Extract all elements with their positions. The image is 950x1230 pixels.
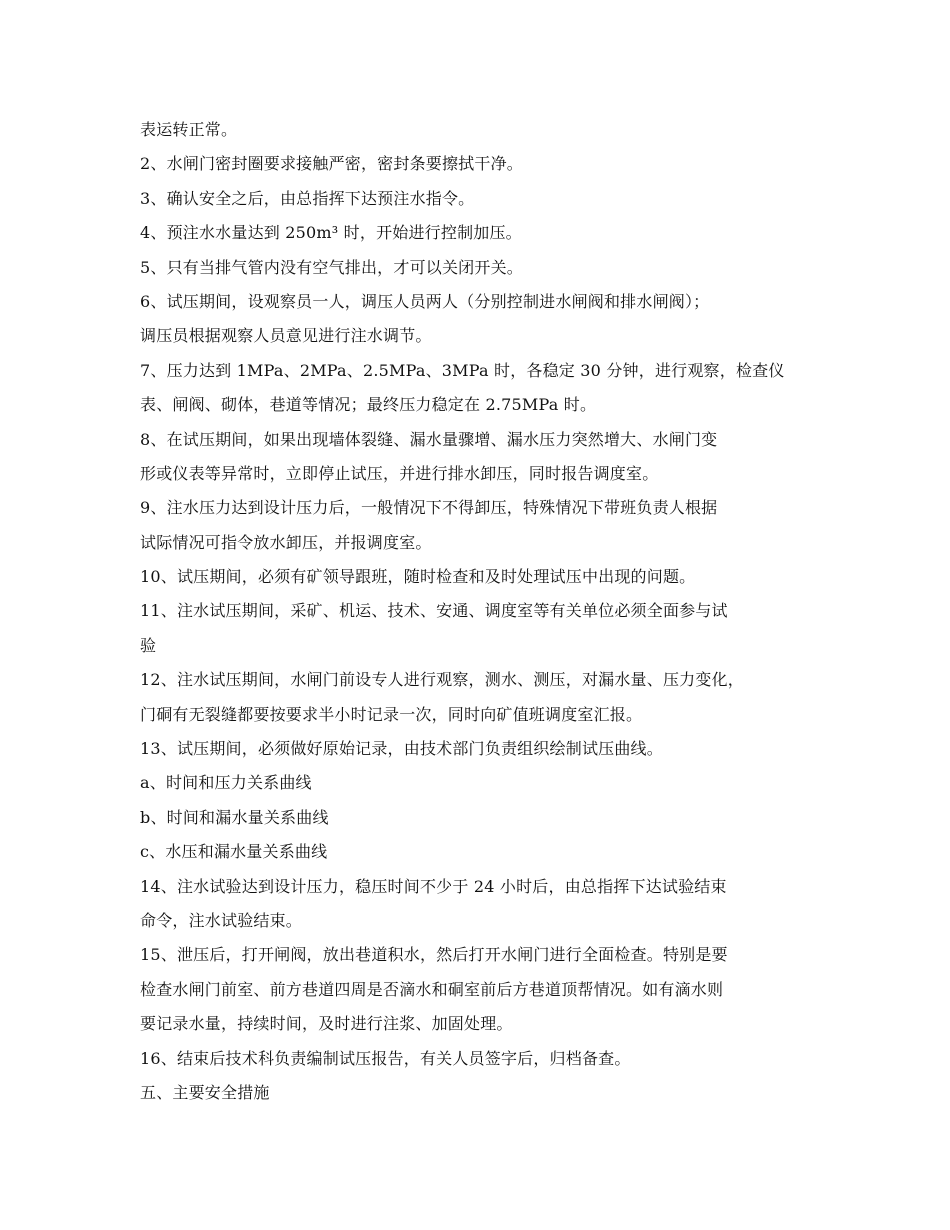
text-line: 6、试压期间，设观察员一人，调压人员两人（分别控制进水闸阀和排水闸阀）； bbox=[140, 291, 710, 311]
text-line: 4、预注水水量达到 250m³ 时，开始进行控制加压。 bbox=[140, 223, 522, 243]
text-line: 要记录水量，持续时间，及时进行注浆、加固处理。 bbox=[140, 1014, 513, 1034]
text-line: 15、泄压后，打开闸阀，放出巷道积水，然后打开水闸门进行全面检查。特别是要 bbox=[140, 945, 728, 965]
text-line: 2、水闸门密封圈要求接触严密，密封条要擦拭干净。 bbox=[140, 154, 523, 174]
text-line: 7、压力达到 1MPa、2MPa、2.5MPa、3MPa 时，各稳定 30 分钟，进行观察，检查仪 bbox=[140, 360, 785, 380]
text-line: b、时间和漏水量关系曲线 bbox=[140, 807, 329, 827]
text-line: 检查水闸门前室、前方巷道四周是否滴水和硐室前后方巷道顶帮情况。如有滴水则 bbox=[140, 979, 724, 999]
text-line: 表、闸阀、砌体，巷道等情况；最终压力稳定在 2.75MPa 时。 bbox=[140, 395, 597, 415]
document-body bbox=[140, 113, 830, 1110]
text-line: 9、注水压力达到设计压力后，一般情况下不得卸压，特殊情况下带班负责人根据 bbox=[140, 498, 718, 518]
section-heading: 五、主要安全措施 bbox=[140, 1082, 270, 1102]
text-line: 12、注水试压期间，水闸门前设专人进行观察，测水、测压，对漏水量、压力变化， bbox=[140, 670, 744, 690]
text-line: 10、试压期间，必须有矿领导跟班，随时检查和及时处理试压中出现的问题。 bbox=[140, 567, 696, 587]
text-line: 13、试压期间，必须做好原始记录，由技术部门负责组织绘制试压曲线。 bbox=[140, 739, 663, 759]
text-line: 调压员根据观察人员意见进行注水调节。 bbox=[140, 326, 432, 346]
text-line: 5、只有当排气管内没有空气排出，才可以关闭开关。 bbox=[140, 257, 523, 277]
text-line: 8、在试压期间，如果出现墙体裂缝、漏水量骤增、漏水压力突然增大、水闸门变 bbox=[140, 429, 718, 449]
text-line: 16、结束后技术科负责编制试压报告，有关人员签字后，归档备查。 bbox=[140, 1048, 631, 1068]
text-line: 表运转正常。 bbox=[140, 120, 238, 139]
text-line: 试际情况可指令放水卸压，并报调度室。 bbox=[140, 532, 432, 552]
text-line: 形或仪表等异常时，立即停止试压，并进行排水卸压，同时报告调度室。 bbox=[140, 463, 659, 483]
text-line: 命令，注水试验结束。 bbox=[140, 910, 303, 930]
text-line: 11、注水试压期间，采矿、机运、技术、安通、调度室等有关单位必须全面参与试 bbox=[140, 601, 728, 621]
text-line: 门硐有无裂缝都要按要求半小时记录一次，同时向矿值班调度室汇报。 bbox=[140, 704, 643, 724]
text-line: 验 bbox=[140, 635, 157, 655]
text-line: 3、确认安全之后，由总指挥下达预注水指令。 bbox=[140, 188, 475, 208]
text-line: 14、注水试验达到设计压力，稳压时间不少于 24 小时后，由总指挥下达试验结束 bbox=[140, 876, 727, 896]
text-line: c、水压和漏水量关系曲线 bbox=[140, 842, 328, 862]
text-line: a、时间和压力关系曲线 bbox=[140, 773, 312, 793]
